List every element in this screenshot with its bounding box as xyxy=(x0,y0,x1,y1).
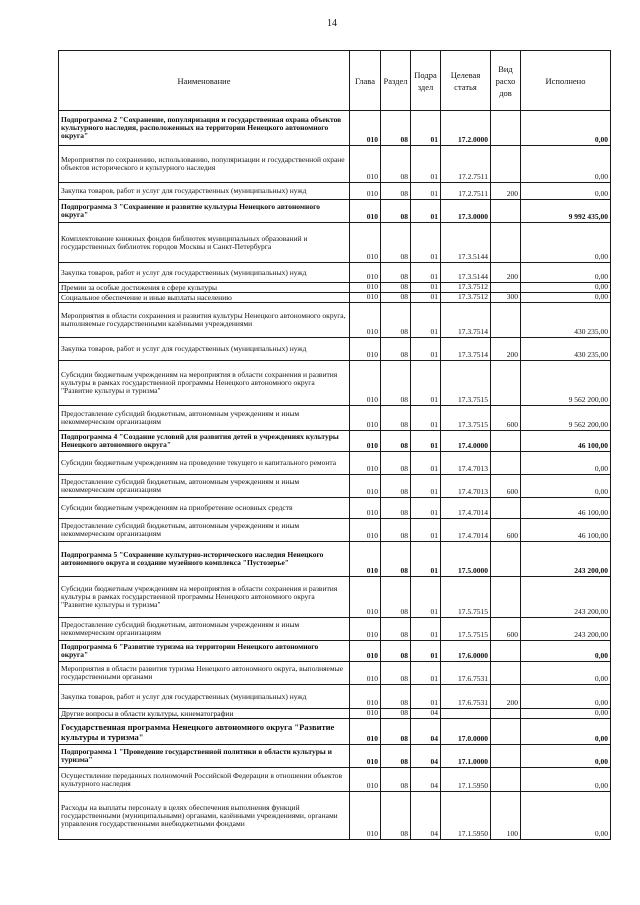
target-article-cell: 17.5.0000 xyxy=(441,542,491,577)
subsection-cell: 01 xyxy=(411,475,441,498)
chapter-cell: 010 xyxy=(350,406,381,431)
section-cell: 08 xyxy=(381,519,411,542)
subsection-cell: 01 xyxy=(411,431,441,452)
expense-type-cell xyxy=(491,577,521,618)
table-row xyxy=(59,406,611,431)
table-row xyxy=(59,792,611,840)
target-article-cell: 17.3.5144 xyxy=(441,263,491,283)
budget-execution-table xyxy=(58,50,611,840)
executed-amount-cell: 9 562 200,00 xyxy=(521,406,611,431)
executed-amount-cell: 0,00 xyxy=(521,745,611,768)
chapter-cell: 010 xyxy=(350,719,381,745)
table-row xyxy=(59,183,611,200)
target-article-cell: 17.3.5144 xyxy=(441,223,491,263)
table-row xyxy=(59,146,611,183)
table-row xyxy=(59,200,611,223)
name-cell: Закупка товаров, работ и услуг для государственных (муниципальных) нужд xyxy=(59,338,350,361)
section-cell: 08 xyxy=(381,719,411,745)
executed-amount-cell: 0,00 xyxy=(521,223,611,263)
name-cell: Закупка товаров, работ и услуг для государственных (муниципальных) нужд xyxy=(59,685,350,709)
name-cell: Подпрограмма 3 "Сохранение и развитие культуры Ненецкого автономного округа" xyxy=(59,200,350,223)
chapter-cell: 010 xyxy=(350,475,381,498)
subsection-cell: 01 xyxy=(411,283,441,293)
executed-amount-cell: 0,00 xyxy=(521,641,611,662)
expense-type-cell xyxy=(491,542,521,577)
target-article-cell: 17.3.7514 xyxy=(441,303,491,338)
expense-type-cell: 600 xyxy=(491,406,521,431)
subsection-cell: 01 xyxy=(411,406,441,431)
subsection-cell: 01 xyxy=(411,183,441,200)
executed-amount-cell: 0,00 xyxy=(521,709,611,719)
section-cell: 08 xyxy=(381,338,411,361)
executed-amount-cell: 430 235,00 xyxy=(521,303,611,338)
expense-type-cell xyxy=(491,745,521,768)
table-row xyxy=(59,361,611,406)
table-row xyxy=(59,283,611,293)
chapter-cell: 010 xyxy=(350,303,381,338)
name-cell: Подпрограмма 5 "Сохранение культурно-исторического наследия Ненецкого автономного округа и создание музейного комплекса "Пустозерье" xyxy=(59,542,350,577)
chapter-cell: 010 xyxy=(350,709,381,719)
chapter-cell: 010 xyxy=(350,293,381,303)
target-article-cell: 17.3.7514 xyxy=(441,338,491,361)
table-row xyxy=(59,641,611,662)
chapter-cell: 010 xyxy=(350,452,381,475)
subsection-cell: 01 xyxy=(411,662,441,685)
table-row xyxy=(59,303,611,338)
chapter-cell: 010 xyxy=(350,641,381,662)
table-row xyxy=(59,745,611,768)
section-cell: 08 xyxy=(381,768,411,792)
name-cell: Государственная программа Ненецкого автономного округа "Развитие культуры и туризма" xyxy=(59,719,350,745)
table-row xyxy=(59,498,611,519)
subsection-cell: 01 xyxy=(411,293,441,303)
chapter-cell: 010 xyxy=(350,577,381,618)
target-article-cell: 17.3.7512 xyxy=(441,293,491,303)
expense-type-cell: 600 xyxy=(491,475,521,498)
section-cell: 08 xyxy=(381,146,411,183)
chapter-cell: 010 xyxy=(350,431,381,452)
target-article-cell: 17.3.7515 xyxy=(441,361,491,406)
executed-amount-cell: 9 562 200,00 xyxy=(521,361,611,406)
expense-type-cell xyxy=(491,709,521,719)
section-cell: 08 xyxy=(381,431,411,452)
table-row xyxy=(59,542,611,577)
name-cell: Расходы на выплаты персоналу в целях обеспечения выполнения функций государственными (муниципальными) органами, казёнными учреждениями, органами управления государственными внебюджетными фондами xyxy=(59,792,350,840)
executed-amount-cell: 46 100,00 xyxy=(521,498,611,519)
section-cell: 08 xyxy=(381,745,411,768)
subsection-cell: 04 xyxy=(411,745,441,768)
table-row xyxy=(59,452,611,475)
executed-amount-cell: 0,00 xyxy=(521,475,611,498)
section-cell: 08 xyxy=(381,662,411,685)
expense-type-cell xyxy=(491,662,521,685)
executed-amount-cell: 243 200,00 xyxy=(521,618,611,641)
section-cell: 08 xyxy=(381,641,411,662)
table-row xyxy=(59,338,611,361)
expense-type-cell xyxy=(491,303,521,338)
target-article-cell: 17.3.0000 xyxy=(441,200,491,223)
name-cell: Подпрограмма 6 "Развитие туризма на территории Ненецкого автономного округа" xyxy=(59,641,350,662)
table-body xyxy=(59,111,611,840)
subsection-cell: 01 xyxy=(411,641,441,662)
name-cell: Предоставление субсидий бюджетным, автономным учреждениям и иным некоммерческим организациям xyxy=(59,406,350,431)
chapter-cell: 010 xyxy=(350,111,381,146)
name-cell: Предоставление субсидий бюджетным, автономным учреждениям и иным некоммерческим организациям xyxy=(59,475,350,498)
section-cell: 08 xyxy=(381,475,411,498)
executed-amount-cell: 0,00 xyxy=(521,111,611,146)
chapter-cell: 010 xyxy=(350,685,381,709)
target-article-cell: 17.2.0000 xyxy=(441,111,491,146)
target-article-cell: 17.3.7515 xyxy=(441,406,491,431)
name-cell: Субсидии бюджетным учреждениям на проведение текущего и капитального ремонта xyxy=(59,452,350,475)
executed-amount-cell: 243 200,00 xyxy=(521,542,611,577)
table-row xyxy=(59,475,611,498)
subsection-cell: 01 xyxy=(411,542,441,577)
expense-type-cell xyxy=(491,641,521,662)
section-cell: 08 xyxy=(381,406,411,431)
chapter-cell: 010 xyxy=(350,792,381,840)
chapter-cell: 010 xyxy=(350,519,381,542)
executed-amount-cell: 0,00 xyxy=(521,283,611,293)
expense-type-cell xyxy=(491,111,521,146)
name-cell: Социальное обеспечение и иные выплаты населению xyxy=(59,293,350,303)
table-row xyxy=(59,577,611,618)
section-cell: 08 xyxy=(381,303,411,338)
subsection-cell: 01 xyxy=(411,498,441,519)
section-cell: 08 xyxy=(381,200,411,223)
subsection-cell: 01 xyxy=(411,618,441,641)
target-article-cell: 17.3.7512 xyxy=(441,283,491,293)
target-article-cell: 17.5.7515 xyxy=(441,577,491,618)
section-cell: 08 xyxy=(381,577,411,618)
section-cell: 08 xyxy=(381,542,411,577)
table-row xyxy=(59,768,611,792)
executed-amount-cell: 0,00 xyxy=(521,183,611,200)
subsection-cell: 01 xyxy=(411,223,441,263)
target-article-cell: 17.4.7013 xyxy=(441,475,491,498)
subsection-cell: 01 xyxy=(411,338,441,361)
target-article-cell: 17.4.0000 xyxy=(441,431,491,452)
expense-type-cell: 100 xyxy=(491,792,521,840)
executed-amount-cell: 0,00 xyxy=(521,452,611,475)
target-article-cell: 17.2.7511 xyxy=(441,146,491,183)
subsection-cell: 01 xyxy=(411,146,441,183)
name-cell: Закупка товаров, работ и услуг для государственных (муниципальных) нужд xyxy=(59,183,350,200)
header-expense-type: Вид расхо дов xyxy=(491,51,521,111)
section-cell: 08 xyxy=(381,263,411,283)
expense-type-cell xyxy=(491,719,521,745)
table-row xyxy=(59,263,611,283)
target-article-cell: 17.4.7014 xyxy=(441,519,491,542)
name-cell: Предоставление субсидий бюджетным, автономным учреждениям и иным некоммерческим организациям xyxy=(59,618,350,641)
expense-type-cell xyxy=(491,452,521,475)
name-cell: Комплектование книжных фондов библиотек муниципальных образований и государственных библиотек городов Москвы и Санкт-Петербурга xyxy=(59,223,350,263)
section-cell: 08 xyxy=(381,283,411,293)
target-article-cell: 17.4.7013 xyxy=(441,452,491,475)
section-cell: 08 xyxy=(381,111,411,146)
target-article-cell xyxy=(441,709,491,719)
section-cell: 08 xyxy=(381,183,411,200)
section-cell: 08 xyxy=(381,685,411,709)
expense-type-cell xyxy=(491,498,521,519)
expense-type-cell: 200 xyxy=(491,263,521,283)
header-name: Наименование xyxy=(59,51,350,111)
executed-amount-cell: 243 200,00 xyxy=(521,577,611,618)
executed-amount-cell: 9 992 435,00 xyxy=(521,200,611,223)
table-row xyxy=(59,618,611,641)
chapter-cell: 010 xyxy=(350,263,381,283)
executed-amount-cell: 0,00 xyxy=(521,719,611,745)
expense-type-cell: 600 xyxy=(491,618,521,641)
name-cell: Другие вопросы в области культуры, кинематографии xyxy=(59,709,350,719)
section-cell: 08 xyxy=(381,223,411,263)
chapter-cell: 010 xyxy=(350,200,381,223)
chapter-cell: 010 xyxy=(350,283,381,293)
subsection-cell: 04 xyxy=(411,719,441,745)
section-cell: 08 xyxy=(381,452,411,475)
expense-type-cell xyxy=(491,200,521,223)
expense-type-cell xyxy=(491,768,521,792)
chapter-cell: 010 xyxy=(350,542,381,577)
name-cell: Мероприятия в области сохранения и развития культуры Ненецкого автономного округа, выполняемые государственными казёнными учреждениями xyxy=(59,303,350,338)
executed-amount-cell: 46 100,00 xyxy=(521,519,611,542)
subsection-cell: 01 xyxy=(411,452,441,475)
executed-amount-cell: 0,00 xyxy=(521,146,611,183)
chapter-cell: 010 xyxy=(350,662,381,685)
header-target-article: Целевая статья xyxy=(441,51,491,111)
target-article-cell: 17.1.5950 xyxy=(441,792,491,840)
subsection-cell: 04 xyxy=(411,709,441,719)
section-cell: 08 xyxy=(381,709,411,719)
subsection-cell: 01 xyxy=(411,519,441,542)
name-cell: Премии за особые достижения в сфере культуры xyxy=(59,283,350,293)
table-header-row xyxy=(59,51,611,111)
chapter-cell: 010 xyxy=(350,361,381,406)
chapter-cell: 010 xyxy=(350,146,381,183)
target-article-cell: 17.4.7014 xyxy=(441,498,491,519)
name-cell: Мероприятия по сохранению, использованию, популяризации и государственной охране объектов исторического и культурного наследия xyxy=(59,146,350,183)
section-cell: 08 xyxy=(381,293,411,303)
target-article-cell: 17.0.0000 xyxy=(441,719,491,745)
expense-type-cell: 200 xyxy=(491,338,521,361)
section-cell: 08 xyxy=(381,792,411,840)
expense-type-cell xyxy=(491,361,521,406)
table-row xyxy=(59,293,611,303)
table-row xyxy=(59,223,611,263)
name-cell: Субсидии бюджетным учреждениям на мероприятия в области сохранения и развития культуры в рамках государственной программы Ненецкого автономного округа "Развитие культуры и туризма" xyxy=(59,577,350,618)
table-row xyxy=(59,685,611,709)
subsection-cell: 01 xyxy=(411,200,441,223)
executed-amount-cell: 0,00 xyxy=(521,685,611,709)
executed-amount-cell: 0,00 xyxy=(521,263,611,283)
expense-type-cell: 300 xyxy=(491,293,521,303)
chapter-cell: 010 xyxy=(350,768,381,792)
chapter-cell: 010 xyxy=(350,498,381,519)
subsection-cell: 01 xyxy=(411,685,441,709)
target-article-cell: 17.5.7515 xyxy=(441,618,491,641)
section-cell: 08 xyxy=(381,498,411,519)
name-cell: Подпрограмма 1 "Проведение государственной политики в области культуры и туризма" xyxy=(59,745,350,768)
table-row xyxy=(59,519,611,542)
executed-amount-cell: 0,00 xyxy=(521,293,611,303)
table-row xyxy=(59,111,611,146)
target-article-cell: 17.6.7531 xyxy=(441,662,491,685)
name-cell: Подпрограмма 2 "Сохранение, популяризация и государственная охрана объектов культурного наследия, расположенных на территории Ненецкого автономного округа" xyxy=(59,111,350,146)
subsection-cell: 04 xyxy=(411,792,441,840)
page-number: 14 xyxy=(327,18,337,29)
name-cell: Мероприятия в области развития туризма Ненецкого автономного округа, выполняемые государственными органами xyxy=(59,662,350,685)
chapter-cell: 010 xyxy=(350,618,381,641)
table-row xyxy=(59,431,611,452)
chapter-cell: 010 xyxy=(350,745,381,768)
expense-type-cell: 600 xyxy=(491,519,521,542)
expense-type-cell xyxy=(491,146,521,183)
expense-type-cell: 200 xyxy=(491,183,521,200)
chapter-cell: 010 xyxy=(350,183,381,200)
subsection-cell: 01 xyxy=(411,111,441,146)
chapter-cell: 010 xyxy=(350,223,381,263)
target-article-cell: 17.2.7511 xyxy=(441,183,491,200)
section-cell: 08 xyxy=(381,618,411,641)
name-cell: Предоставление субсидий бюджетным, автономным учреждениям и иным некоммерческим организациям xyxy=(59,519,350,542)
executed-amount-cell: 0,00 xyxy=(521,792,611,840)
target-article-cell: 17.6.0000 xyxy=(441,641,491,662)
name-cell: Подпрограмма 4 "Создание условий для развития детей в учреждениях культуры Ненецкого автономного округа" xyxy=(59,431,350,452)
subsection-cell: 01 xyxy=(411,263,441,283)
executed-amount-cell: 0,00 xyxy=(521,662,611,685)
expense-type-cell: 200 xyxy=(491,685,521,709)
header-executed: Исполнено xyxy=(521,51,611,111)
executed-amount-cell: 430 235,00 xyxy=(521,338,611,361)
target-article-cell: 17.1.5950 xyxy=(441,768,491,792)
expense-type-cell xyxy=(491,223,521,263)
table-row xyxy=(59,719,611,745)
table-row xyxy=(59,662,611,685)
target-article-cell: 17.1.0000 xyxy=(441,745,491,768)
subsection-cell: 01 xyxy=(411,577,441,618)
section-cell: 08 xyxy=(381,361,411,406)
name-cell: Осуществление переданных полномочий Российской Федерации в отношении объектов культурного наследия xyxy=(59,768,350,792)
expense-type-cell xyxy=(491,431,521,452)
header-section: Раздел xyxy=(381,51,411,111)
expense-type-cell xyxy=(491,283,521,293)
table-row xyxy=(59,709,611,719)
subsection-cell: 01 xyxy=(411,361,441,406)
executed-amount-cell: 46 100,00 xyxy=(521,431,611,452)
subsection-cell: 04 xyxy=(411,768,441,792)
subsection-cell: 01 xyxy=(411,303,441,338)
target-article-cell: 17.6.7531 xyxy=(441,685,491,709)
name-cell: Субсидии бюджетным учреждениям на приобретение основных средств xyxy=(59,498,350,519)
name-cell: Закупка товаров, работ и услуг для государственных (муниципальных) нужд xyxy=(59,263,350,283)
header-chapter: Глава xyxy=(350,51,381,111)
name-cell: Субсидии бюджетным учреждениям на мероприятия в области сохранения и развития культуры в рамках государственной программы Ненецкого автономного округа "Развитие культуры и туризма" xyxy=(59,361,350,406)
chapter-cell: 010 xyxy=(350,338,381,361)
header-subsection: Подра здел xyxy=(411,51,441,111)
executed-amount-cell: 0,00 xyxy=(521,768,611,792)
